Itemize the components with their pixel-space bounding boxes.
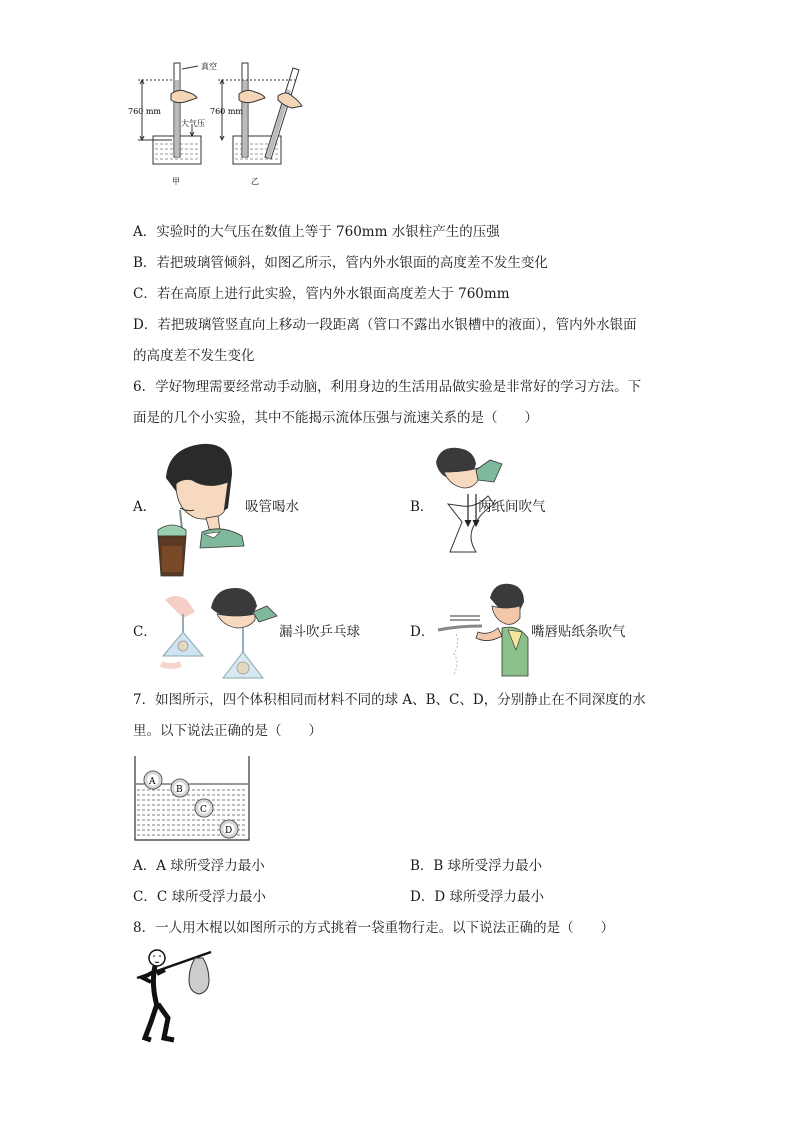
ball-d-label: D <box>225 826 233 836</box>
q6-b-letter: B． <box>410 499 434 515</box>
label-atm: 大气压 <box>181 119 205 128</box>
q8-stem: 8．一人用木棍以如图所示的方式挑着一袋重物行走。以下说法正确的是（ ） <box>133 920 615 936</box>
q6-d-text: 嘴唇贴纸条吹气 <box>531 624 626 640</box>
q6-d-letter: D． <box>410 624 435 640</box>
ball-b-label: B <box>176 785 183 795</box>
label-vacuum: 真空 <box>201 62 217 71</box>
q5-option-d-line2: 的高度差不发生变化 <box>133 348 255 364</box>
balls-in-water-figure <box>133 754 251 844</box>
q7-option-c: C．C 球所受浮力最小 <box>133 889 266 905</box>
ball-a-label: A <box>149 777 156 787</box>
q7-stem-line2: 里。以下说法正确的是（ ） <box>133 723 322 739</box>
q7-stem-line1: 7．如图所示，四个体积相同而材料不同的球 A、B、C、D，分别静止在不同深度的水 <box>133 692 646 708</box>
barometer-figure <box>128 56 318 188</box>
lip-paper-strip-illustration <box>432 582 532 678</box>
q7-option-a: A．A 球所受浮力最小 <box>133 858 265 874</box>
q5-option-c: C．若在高原上进行此实验，管内外水银面高度差大于 760mm <box>133 286 510 302</box>
q6-c-letter: C． <box>133 624 157 640</box>
q5-option-d-line1: D．若把玻璃管竖直向上移动一段距离（管口不露出水银槽中的液面），管内外水银面 <box>133 317 637 333</box>
q5-option-b: B．若把玻璃管倾斜，如图乙所示，管内外水银面的高度差不发生变化 <box>133 255 548 271</box>
ball-c-label: C <box>200 805 207 815</box>
q6-b-text: 两纸间吹气 <box>478 499 546 515</box>
q5-option-a: A．实验时的大气压在数值上等于 760mm 水银柱产生的压强 <box>133 224 500 240</box>
straw-drinking-illustration <box>152 438 247 580</box>
q7-option-d: D．D 球所受浮力最小 <box>410 889 544 905</box>
funnel-pingpong-illustration <box>155 584 280 680</box>
caption-left: 甲 <box>172 177 180 186</box>
q6-a-letter: A． <box>133 499 157 515</box>
q6-stem-line1: 6．学好物理需要经常动手动脑，利用身边的生活用品做实验是非常好的学习方法。下 <box>133 379 642 395</box>
q7-option-b: B．B 球所受浮力最小 <box>410 858 543 874</box>
q6-a-text: 吸管喝水 <box>245 499 299 515</box>
person-carrying-bag-figure <box>133 944 217 1046</box>
caption-right: 乙 <box>251 177 259 186</box>
label-760-right: 760 mm <box>210 107 243 116</box>
q6-c-text: 漏斗吹乒乓球 <box>279 624 360 640</box>
q6-stem-line2: 面是的几个小实验，其中不能揭示流体压强与流速关系的是（ ） <box>133 410 538 426</box>
label-760-left: 760 mm <box>128 107 161 116</box>
